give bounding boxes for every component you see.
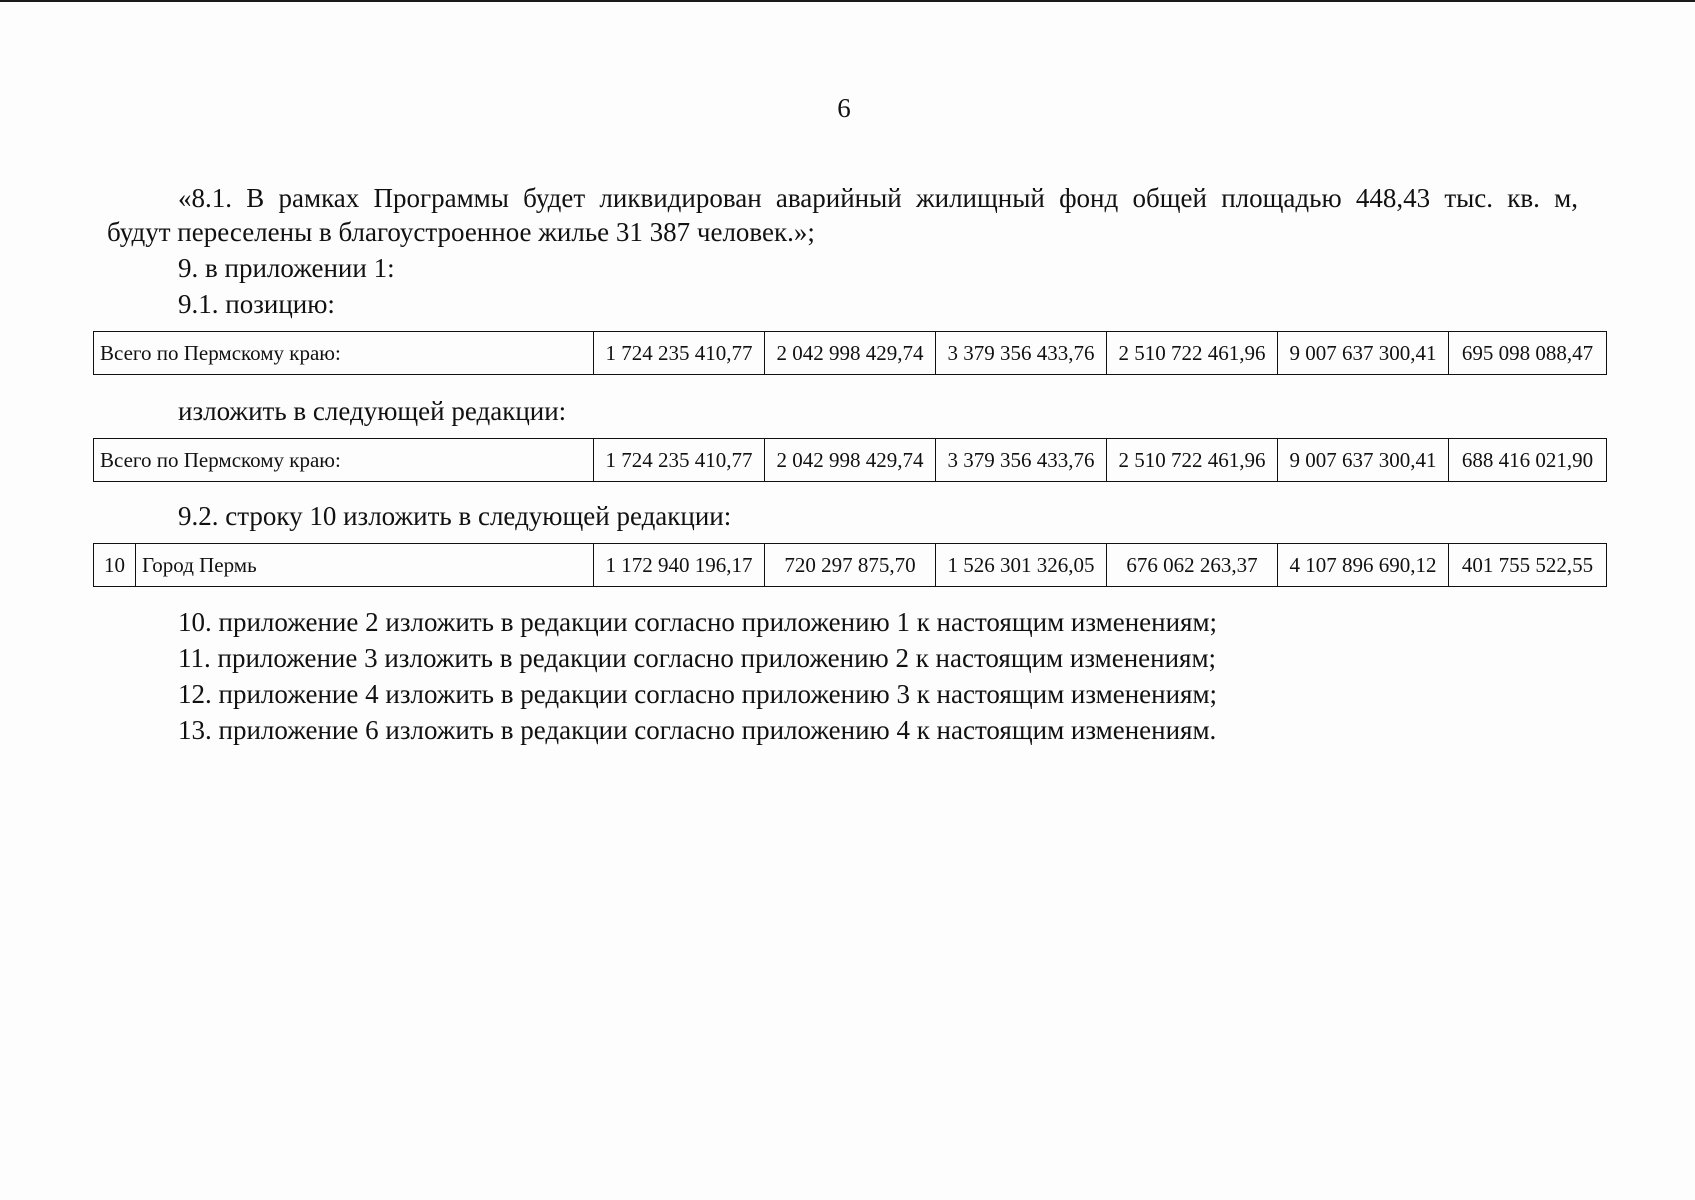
value-cell: 4 107 896 690,12 bbox=[1278, 544, 1449, 587]
value-cell: 3 379 356 433,76 bbox=[936, 439, 1107, 482]
paragraph-11: 11. приложение 3 изложить в редакции согласно приложению 2 к настоящим изменениям; bbox=[178, 643, 1217, 673]
value-cell: 3 379 356 433,76 bbox=[936, 332, 1107, 375]
value-cell: 720 297 875,70 bbox=[765, 544, 936, 587]
value-cell: 2 042 998 429,74 bbox=[765, 332, 936, 375]
table-row bbox=[94, 332, 1607, 375]
row-index-cell: 10 bbox=[94, 544, 136, 587]
value-cell: 9 007 637 300,41 bbox=[1278, 332, 1449, 375]
paragraph-9-2: 9.2. строку 10 изложить в следующей редакции: bbox=[178, 501, 732, 531]
row-name-cell: Всего по Пермскому краю: bbox=[94, 439, 594, 482]
value-cell: 1 724 235 410,77 bbox=[594, 332, 765, 375]
paragraph-8-1-line-1: «8.1. В рамках Программы будет ликвидирован аварийный жилищный фонд общей площадью 448,43 тыс. кв. м, bbox=[178, 183, 1578, 213]
value-cell: 1 172 940 196,17 bbox=[594, 544, 765, 587]
table-row bbox=[94, 544, 1607, 587]
paragraph-8-1-line-2: будут переселены в благоустроенное жилье 31 387 человек.»; bbox=[107, 217, 815, 247]
page-top-edge bbox=[0, 0, 1695, 2]
page-number: 6 bbox=[837, 93, 851, 123]
table-old-position bbox=[93, 331, 1607, 375]
value-cell: 401 755 522,55 bbox=[1449, 544, 1607, 587]
row-name-cell: Город Пермь bbox=[136, 544, 594, 587]
value-cell: 688 416 021,90 bbox=[1449, 439, 1607, 482]
row-name-cell: Всего по Пермскому краю: bbox=[94, 332, 594, 375]
paragraph-13: 13. приложение 6 изложить в редакции согласно приложению 4 к настоящим изменениям. bbox=[178, 715, 1217, 745]
paragraph-9-1: 9.1. позицию: bbox=[178, 289, 335, 319]
paragraph-9: 9. в приложении 1: bbox=[178, 253, 395, 283]
value-cell: 2 510 722 461,96 bbox=[1107, 332, 1278, 375]
value-cell: 9 007 637 300,41 bbox=[1278, 439, 1449, 482]
paragraph-12: 12. приложение 4 изложить в редакции согласно приложению 3 к настоящим изменениям; bbox=[178, 679, 1218, 709]
paragraph-10: 10. приложение 2 изложить в редакции согласно приложению 1 к настоящим изменениям; bbox=[178, 607, 1218, 637]
value-cell: 2 510 722 461,96 bbox=[1107, 439, 1278, 482]
table-row bbox=[94, 439, 1607, 482]
value-cell: 2 042 998 429,74 bbox=[765, 439, 936, 482]
table-row-10 bbox=[93, 543, 1607, 587]
value-cell: 695 098 088,47 bbox=[1449, 332, 1607, 375]
paragraph-edit-instruction: изложить в следующей редакции: bbox=[178, 396, 567, 426]
value-cell: 1 724 235 410,77 bbox=[594, 439, 765, 482]
table-new-position bbox=[93, 438, 1607, 482]
value-cell: 1 526 301 326,05 bbox=[936, 544, 1107, 587]
value-cell: 676 062 263,37 bbox=[1107, 544, 1278, 587]
